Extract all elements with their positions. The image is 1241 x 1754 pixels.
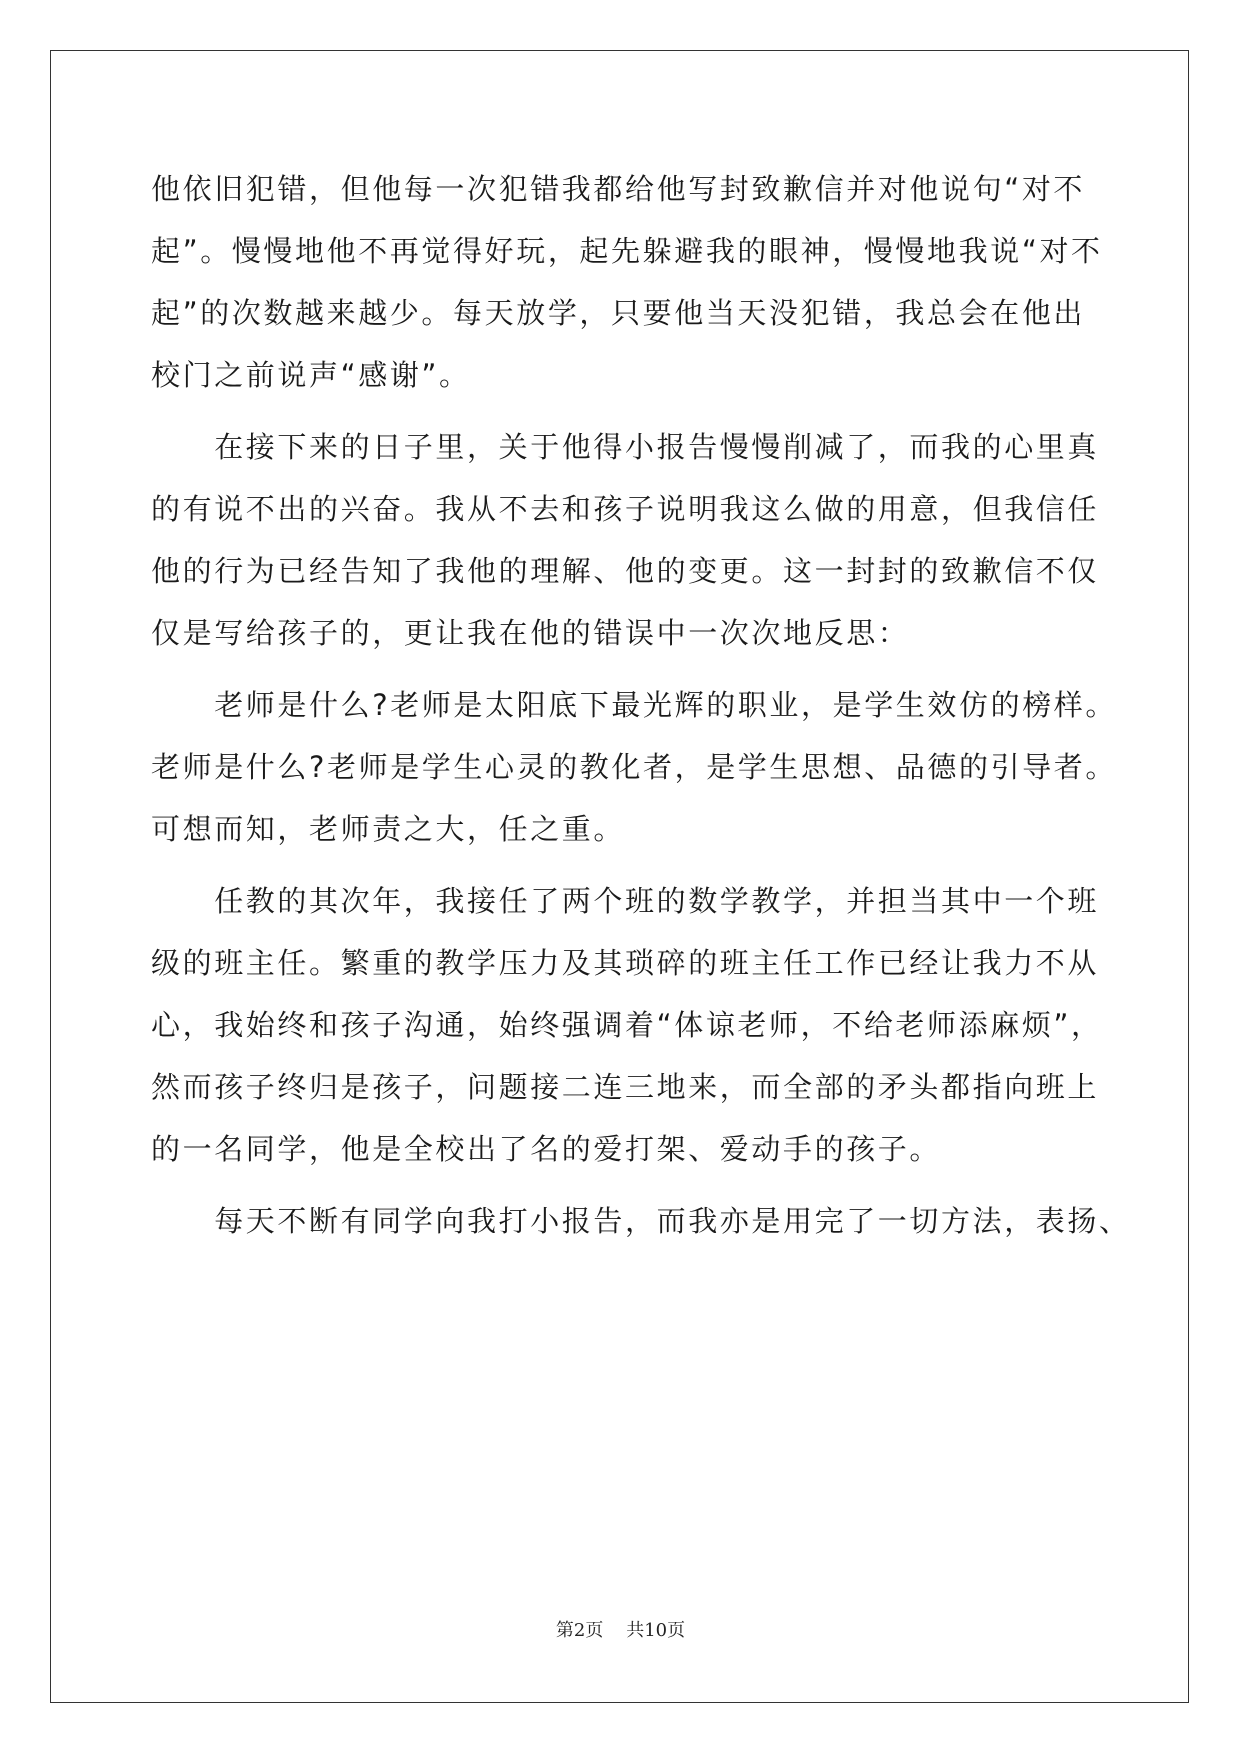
text-line: 心，我始终和孩子沟通，始终强调着“体谅老师，不给老师添麻烦”，: [151, 1008, 1103, 1042]
text-line: 的一名同学，他是全校出了名的爱打架、爱动手的孩子。: [151, 1132, 942, 1166]
text-line: 老师是什么?老师是学生心灵的教化者，是学生思想、品德的引导者。: [151, 750, 1117, 784]
text-line: 每天不断有同学向我打小报告，而我亦是用完了一切方法，表扬、: [151, 1204, 1131, 1238]
text-line: 仅是写给孩子的，更让我在他的错误中一次次地反思：: [151, 616, 910, 650]
text-line: 任教的其次年，我接任了两个班的数学教学，并担当其中一个班: [151, 884, 1100, 918]
text-line: 他依旧犯错，但他每一次犯错我都给他写封致歉信并对他说句“对不: [151, 172, 1086, 206]
text-line: 在接下来的日子里，关于他得小报告慢慢削减了，而我的心里真: [151, 430, 1100, 464]
text-line: 级的班主任。繁重的教学压力及其琐碎的班主任工作已经让我力不从: [151, 946, 1100, 980]
text-line: 的有说不出的兴奋。我从不去和孩子说明我这么做的用意，但我信任: [151, 492, 1100, 526]
text-line: 起”。慢慢地他不再觉得好玩，起先躲避我的眼神，慢慢地我说“对不: [151, 234, 1103, 268]
page-total: 共10页: [626, 1620, 686, 1641]
document-body: [151, 158, 1131, 1252]
text-line: 起”的次数越来越少。每天放学，只要他当天没犯错，我总会在他出: [151, 296, 1086, 330]
page-number: 第2页: [555, 1620, 604, 1641]
page-footer: [0, 1616, 1241, 1642]
text-line: 老师是什么?老师是太阳底下最光辉的职业，是学生效仿的榜样。: [151, 688, 1117, 722]
text-line: 可想而知，老师责之大，任之重。: [151, 812, 626, 846]
text-line: 校门之前说声“感谢”。: [151, 358, 471, 392]
text-line: 然而孩子终归是孩子，问题接二连三地来，而全部的矛头都指向班上: [151, 1070, 1100, 1104]
text-line: 他的行为已经告知了我他的理解、他的变更。这一封封的致歉信不仅: [151, 554, 1100, 588]
